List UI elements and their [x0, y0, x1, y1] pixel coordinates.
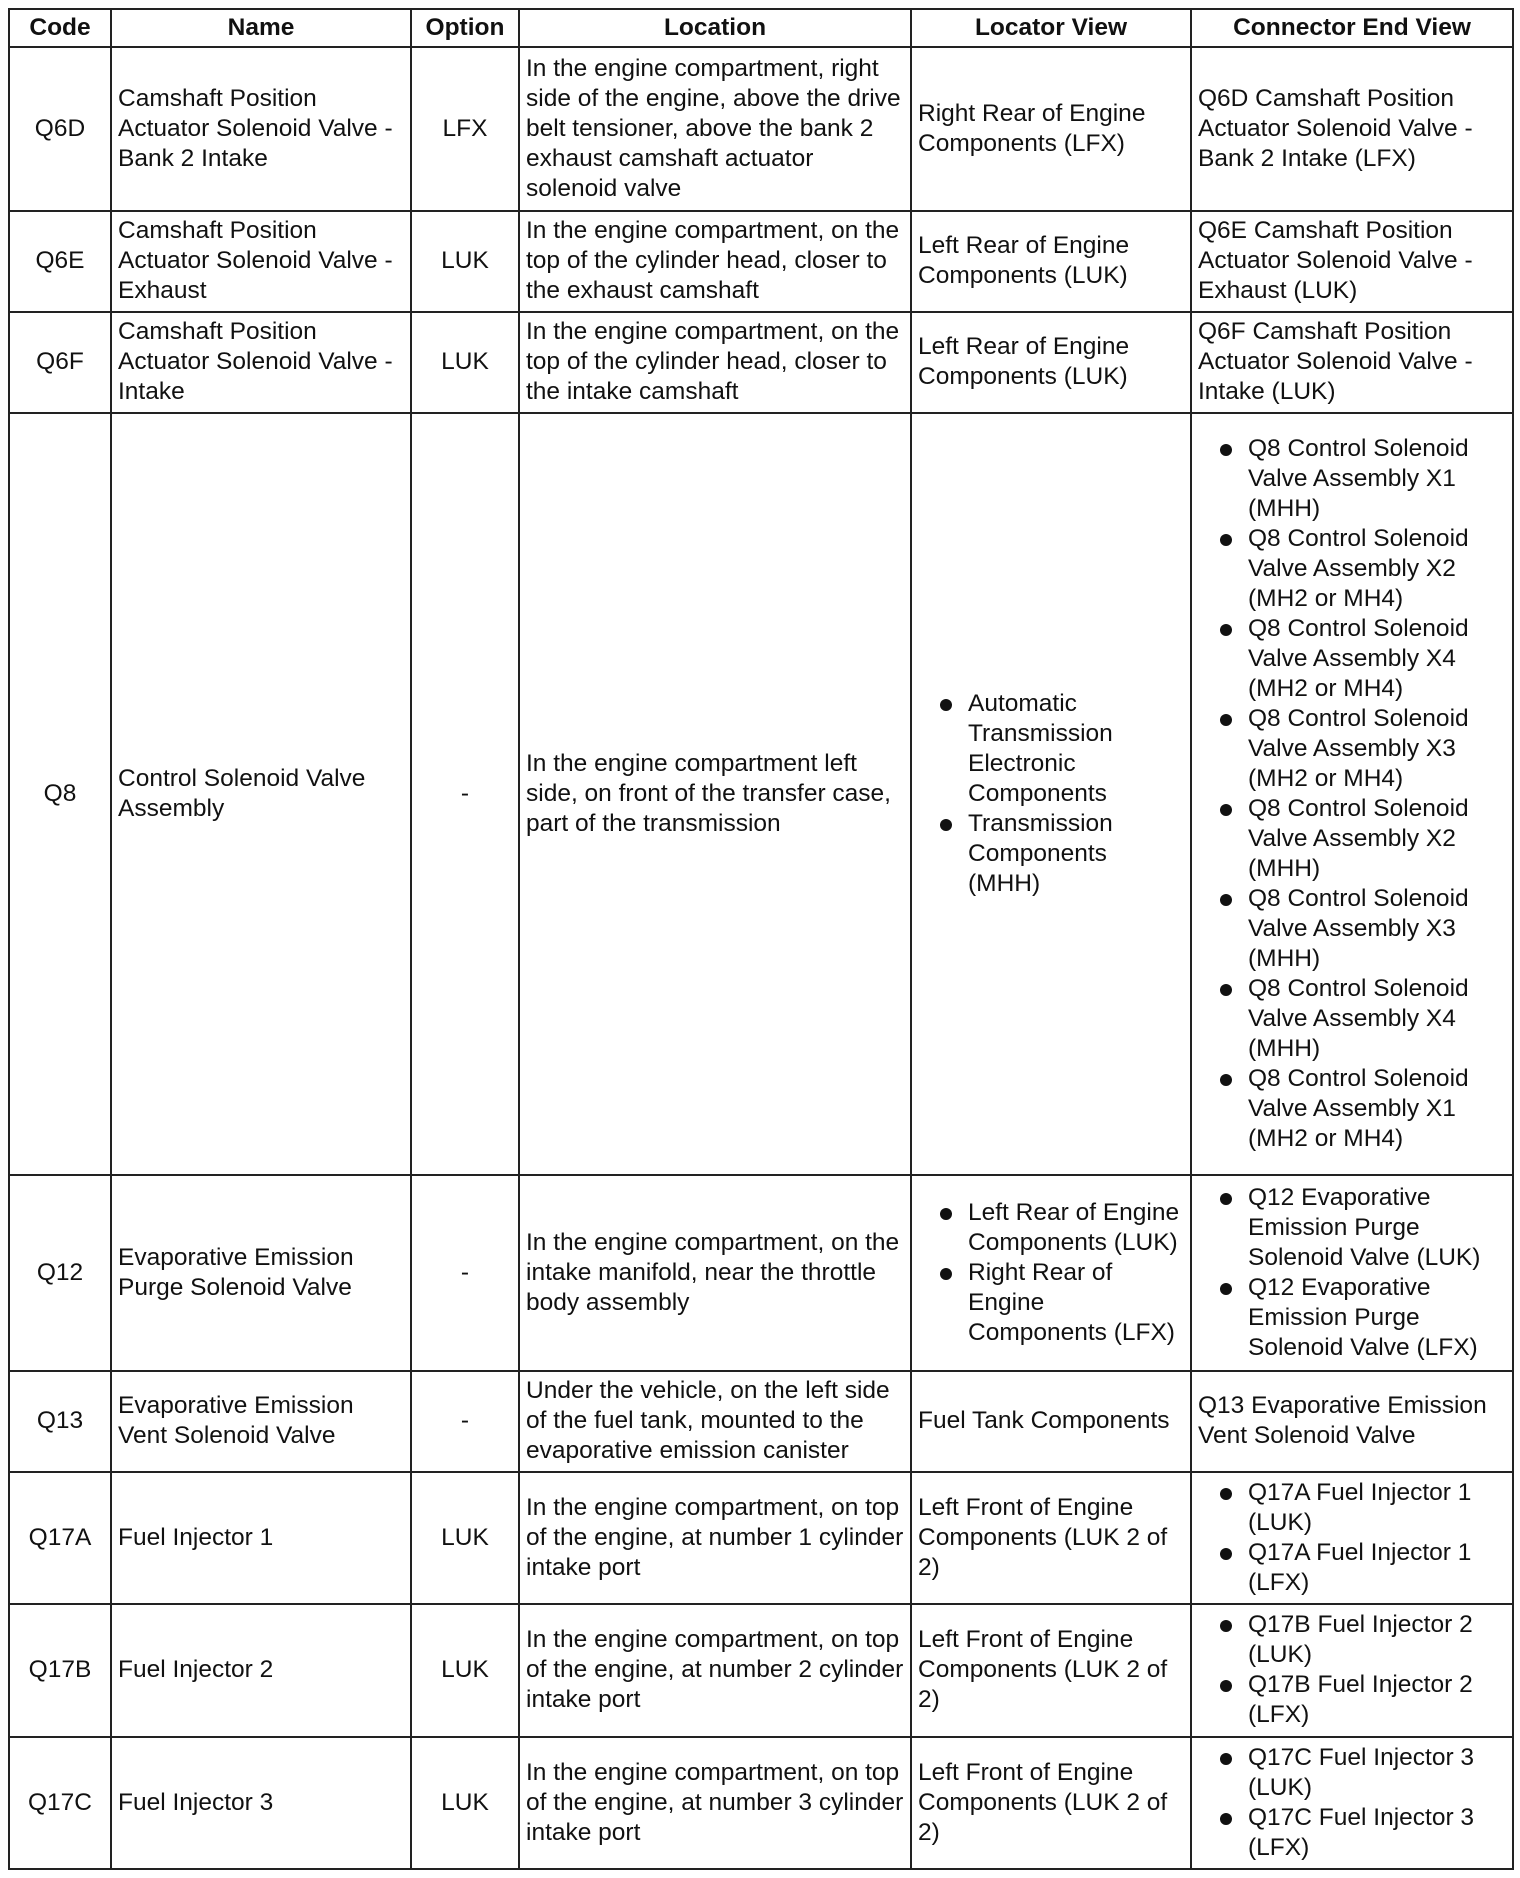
table-body: [9, 47, 1513, 1869]
cell-option: LUK: [411, 1737, 519, 1869]
cell-locator-view: Left Front of Engine Components (LUK 2 of 2): [911, 1472, 1191, 1604]
cell-locator-view: Left Front of Engine Components (LUK 2 of 2): [911, 1604, 1191, 1736]
cell-locator-view: Left Rear of Engine Components (LUK): [911, 211, 1191, 312]
header-name: Name: [111, 9, 411, 47]
header-locator-view: Locator View: [911, 9, 1191, 47]
bullet-item: Left Rear of Engine Components (LUK): [918, 1198, 1184, 1258]
cell-option: -: [411, 1175, 519, 1370]
cell-code: Q6D: [9, 47, 111, 211]
cell-name: Camshaft Position Actuator Solenoid Valve - Bank 2 Intake: [111, 47, 411, 211]
cell-connector-end-view: [1191, 1175, 1513, 1370]
cell-locator-view: [911, 1175, 1191, 1370]
cell-code: Q17A: [9, 1472, 111, 1604]
cell-location: Under the vehicle, on the left side of the fuel tank, mounted to the evaporative emission canister: [519, 1371, 911, 1472]
cell-option: LFX: [411, 47, 519, 211]
cell-connector-end-view: [1191, 413, 1513, 1176]
bullet-item: Automatic Transmission Electronic Components: [918, 689, 1184, 809]
cell-locator-view: Fuel Tank Components: [911, 1371, 1191, 1472]
cell-location: In the engine compartment left side, on front of the transfer case, part of the transmission: [519, 413, 911, 1176]
cell-locator-view: [911, 413, 1191, 1176]
cell-code: Q6F: [9, 312, 111, 413]
table-row: [9, 1604, 1513, 1736]
cell-connector-end-view-list: [1198, 1183, 1506, 1363]
cell-connector-end-view-list: [1198, 434, 1506, 1154]
cell-connector-end-view: [1191, 1604, 1513, 1736]
cell-option: -: [411, 413, 519, 1176]
cell-name: Evaporative Emission Vent Solenoid Valve: [111, 1371, 411, 1472]
table-row: [9, 1472, 1513, 1604]
cell-connector-end-view: Q13 Evaporative Emission Vent Solenoid Valve: [1191, 1371, 1513, 1472]
cell-name: Evaporative Emission Purge Solenoid Valve: [111, 1175, 411, 1370]
cell-locator-view: Left Rear of Engine Components (LUK): [911, 312, 1191, 413]
cell-connector-end-view-list: [1198, 1478, 1506, 1598]
cell-connector-end-view-list: [1198, 1610, 1506, 1730]
cell-location: In the engine compartment, right side of the engine, above the drive belt tensioner, above the bank 2 exhaust camshaft actuator solenoid valve: [519, 47, 911, 211]
cell-locator-view-list: [918, 1198, 1184, 1348]
cell-connector-end-view: [1191, 1737, 1513, 1869]
cell-option: -: [411, 1371, 519, 1472]
bullet-item: Transmission Components (MHH): [918, 809, 1184, 899]
cell-name: Camshaft Position Actuator Solenoid Valve - Exhaust: [111, 211, 411, 312]
cell-code: Q12: [9, 1175, 111, 1370]
cell-location: In the engine compartment, on the top of the cylinder head, closer to the exhaust camshaft: [519, 211, 911, 312]
cell-code: Q13: [9, 1371, 111, 1472]
header-connector-end-view: Connector End View: [1191, 9, 1513, 47]
table-row: [9, 47, 1513, 211]
cell-name: Camshaft Position Actuator Solenoid Valve - Intake: [111, 312, 411, 413]
cell-connector-end-view: Q6F Camshaft Position Actuator Solenoid Valve - Intake (LUK): [1191, 312, 1513, 413]
table-row: [9, 312, 1513, 413]
bullet-item: Q17C Fuel Injector 3 (LUK): [1198, 1743, 1506, 1803]
table-row: [9, 413, 1513, 1176]
table-row: [9, 211, 1513, 312]
bullet-item: Q17A Fuel Injector 1 (LUK): [1198, 1478, 1506, 1538]
cell-locator-view: Right Rear of Engine Components (LFX): [911, 47, 1191, 211]
header-location: Location: [519, 9, 911, 47]
cell-name: Fuel Injector 1: [111, 1472, 411, 1604]
table-row: [9, 1371, 1513, 1472]
header-option: Option: [411, 9, 519, 47]
bullet-item: Q12 Evaporative Emission Purge Solenoid Valve (LUK): [1198, 1183, 1506, 1273]
header-code: Code: [9, 9, 111, 47]
cell-location: In the engine compartment, on top of the engine, at number 1 cylinder intake port: [519, 1472, 911, 1604]
bullet-item: Q8 Control Solenoid Valve Assembly X1 (MHH): [1198, 434, 1506, 524]
bullet-item: Q8 Control Solenoid Valve Assembly X2 (MH2 or MH4): [1198, 524, 1506, 614]
cell-location: In the engine compartment, on the top of the cylinder head, closer to the intake camshaft: [519, 312, 911, 413]
cell-locator-view: Left Front of Engine Components (LUK 2 of 2): [911, 1737, 1191, 1869]
bullet-item: Q17A Fuel Injector 1 (LFX): [1198, 1538, 1506, 1598]
cell-connector-end-view: Q6D Camshaft Position Actuator Solenoid Valve - Bank 2 Intake (LFX): [1191, 47, 1513, 211]
cell-location: In the engine compartment, on top of the engine, at number 2 cylinder intake port: [519, 1604, 911, 1736]
bullet-item: Right Rear of Engine Components (LFX): [918, 1258, 1184, 1348]
table-row: [9, 1175, 1513, 1370]
bullet-item: Q8 Control Solenoid Valve Assembly X4 (MH2 or MH4): [1198, 614, 1506, 704]
cell-connector-end-view: Q6E Camshaft Position Actuator Solenoid Valve - Exhaust (LUK): [1191, 211, 1513, 312]
cell-code: Q6E: [9, 211, 111, 312]
bullet-item: Q17B Fuel Injector 2 (LFX): [1198, 1670, 1506, 1730]
cell-option: LUK: [411, 211, 519, 312]
cell-option: LUK: [411, 1604, 519, 1736]
cell-code: Q8: [9, 413, 111, 1176]
cell-connector-end-view-list: [1198, 1743, 1506, 1863]
cell-name: Fuel Injector 3: [111, 1737, 411, 1869]
cell-location: In the engine compartment, on the intake manifold, near the throttle body assembly: [519, 1175, 911, 1370]
cell-connector-end-view: [1191, 1472, 1513, 1604]
bullet-item: Q8 Control Solenoid Valve Assembly X3 (MH2 or MH4): [1198, 704, 1506, 794]
bullet-item: Q8 Control Solenoid Valve Assembly X2 (MHH): [1198, 794, 1506, 884]
bullet-item: Q8 Control Solenoid Valve Assembly X4 (MHH): [1198, 974, 1506, 1064]
bullet-item: Q17B Fuel Injector 2 (LUK): [1198, 1610, 1506, 1670]
cell-code: Q17C: [9, 1737, 111, 1869]
bullet-item: Q17C Fuel Injector 3 (LFX): [1198, 1803, 1506, 1863]
cell-option: LUK: [411, 1472, 519, 1604]
header-row: [9, 9, 1513, 47]
cell-location: In the engine compartment, on top of the engine, at number 3 cylinder intake port: [519, 1737, 911, 1869]
component-locator-table: [8, 8, 1514, 1870]
cell-code: Q17B: [9, 1604, 111, 1736]
cell-name: Control Solenoid Valve Assembly: [111, 413, 411, 1176]
bullet-item: Q12 Evaporative Emission Purge Solenoid Valve (LFX): [1198, 1273, 1506, 1363]
cell-option: LUK: [411, 312, 519, 413]
cell-locator-view-list: [918, 689, 1184, 899]
table-row: [9, 1737, 1513, 1869]
bullet-item: Q8 Control Solenoid Valve Assembly X3 (MHH): [1198, 884, 1506, 974]
bullet-item: Q8 Control Solenoid Valve Assembly X1 (MH2 or MH4): [1198, 1064, 1506, 1154]
cell-name: Fuel Injector 2: [111, 1604, 411, 1736]
